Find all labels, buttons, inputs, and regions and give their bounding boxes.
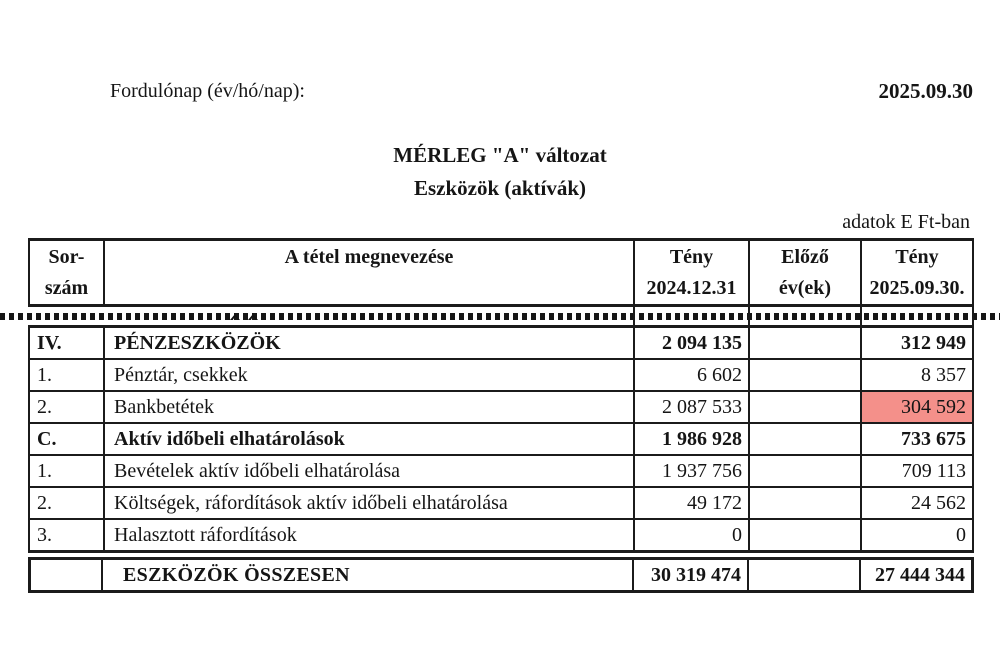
column-line-stub [860, 306, 862, 326]
header-prior-years-line2: év(ek) [778, 276, 832, 299]
serial-cell: 1. [30, 456, 105, 486]
header-cell-serial [30, 241, 105, 304]
serial-cell: 2. [30, 392, 105, 422]
balance-table-header [28, 238, 974, 307]
serial-cell: 2. [30, 488, 105, 518]
total-label-cell: ESZKÖZÖK ÖSSZESEN [103, 560, 634, 590]
prior-years-cell [750, 360, 862, 390]
report-date-value: 2025.09.30 [878, 79, 973, 103]
page-splice-dotted-line [0, 313, 1000, 320]
serial-cell [31, 560, 103, 590]
serial-cell: 3. [30, 520, 105, 550]
item-cell: Pénztár, csekkek [105, 360, 635, 390]
header-prior-years-line1: Előző [781, 245, 829, 268]
row-bankbetetek [30, 392, 972, 424]
report-date-label: Fordulónap (év/hó/nap): [110, 80, 305, 102]
prior-years-cell [750, 392, 862, 422]
serial-cell: C. [30, 424, 105, 454]
header-fact-2025-line1: Tény [895, 245, 939, 268]
fact-2025-cell-highlighted: 304 592 [862, 392, 972, 422]
item-cell: Bevételek aktív időbeli elhatárolása [105, 456, 635, 486]
header-fact-2024-line1: Tény [669, 245, 714, 268]
item-cell: Halasztott ráfordítások [105, 520, 635, 550]
row-penztar-csekkek [30, 360, 972, 392]
fact-2024-cell: 1 986 928 [635, 424, 750, 454]
prior-years-cell [750, 424, 862, 454]
prior-years-total-cell [749, 560, 861, 590]
header-serial-line1: Sor- [48, 245, 85, 268]
fact-2024-cell: 49 172 [635, 488, 750, 518]
prior-years-cell [750, 456, 862, 486]
item-cell: Aktív időbeli elhatárolások [105, 424, 635, 454]
header-cell-item [105, 241, 635, 304]
fact-2025-cell: 733 675 [901, 427, 966, 450]
balance-table-body [28, 325, 974, 553]
row-koltsegek-elhatarolasa [30, 488, 972, 520]
document-title: MÉRLEG "A" változat [393, 143, 607, 167]
fact-2025-cell: 312 949 [901, 331, 966, 354]
serial-cell: IV. [30, 328, 105, 358]
column-line-stub [748, 306, 750, 326]
item-cell: PÉNZESZKÖZÖK [105, 328, 635, 358]
fact-2024-cell: 1 937 756 [635, 456, 750, 486]
row-aktiv-idobeli-elhatarolasok [30, 424, 972, 456]
header-cell-fact-2025 [862, 241, 972, 304]
fact-2025-total-cell: 27 444 344 [875, 563, 965, 586]
prior-years-cell [750, 488, 862, 518]
column-line-stub [972, 306, 974, 326]
item-cell: Bankbetétek [105, 392, 635, 422]
header-cell-prior-years [750, 241, 862, 304]
fact-2024-total-cell: 30 319 474 [634, 560, 749, 590]
prior-years-cell [750, 520, 862, 550]
header-serial-line2: szám [44, 276, 89, 299]
header-item-line1: A tétel megnevezése [284, 245, 454, 268]
row-halasztott-raforditasok [30, 520, 972, 550]
fact-2025-cell: 709 113 [901, 459, 966, 482]
row-penzeszkozok [30, 328, 972, 360]
fact-2025-cell: 8 357 [921, 363, 966, 386]
row-eszkozok-osszesen [28, 557, 974, 593]
header-fact-2024-line2: 2024.12.31 [646, 276, 737, 299]
prior-years-cell [750, 328, 862, 358]
fact-2024-cell: 2 094 135 [635, 328, 750, 358]
document-subtitle: Eszközök (aktívák) [413, 176, 587, 200]
units-note: adatok E Ft-ban [842, 211, 970, 233]
column-line-stub [633, 306, 635, 326]
header-fact-2025-line2: 2025.09.30. [869, 276, 965, 299]
fact-2025-cell: 24 562 [911, 491, 966, 514]
row-bevetelek-elhatarolasa [30, 456, 972, 488]
fact-2025-cell: 0 [956, 523, 966, 546]
fact-2024-cell: 0 [635, 520, 750, 550]
item-cell: Költségek, ráfordítások aktív időbeli elhatárolása [105, 488, 635, 518]
fact-2024-cell: 6 602 [635, 360, 750, 390]
header-cell-fact-2024 [635, 241, 750, 304]
fact-2024-cell: 2 087 533 [635, 392, 750, 422]
serial-cell: 1. [30, 360, 105, 390]
